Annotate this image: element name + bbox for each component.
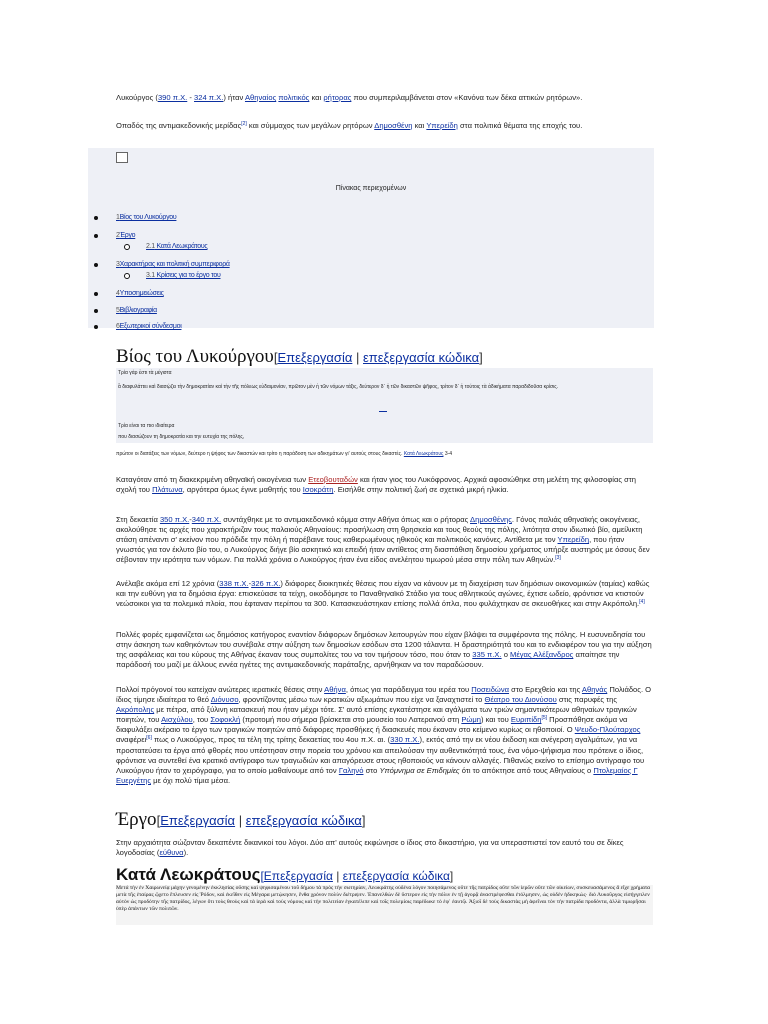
link-hyperides[interactable]: Υπερείδη <box>426 121 458 130</box>
toc-item-character[interactable]: 3Χαρακτήρας και πολιτική συμπεριφορά <box>116 261 230 268</box>
edit-code-link[interactable]: επεξεργασία κώδικα <box>245 813 362 828</box>
link-324bc[interactable]: 324 π.Χ. <box>194 93 224 102</box>
sub-bullet-icon <box>124 244 130 250</box>
link-hyperides-2[interactable]: Υπερείδη <box>557 535 590 545</box>
heading-bios: Βίος του Λυκούργου[Επεξεργασία | επεξεργασία κώδικα] <box>116 346 483 367</box>
link-390bc[interactable]: 390 π.Χ. <box>157 93 188 102</box>
link-orator[interactable]: ρήτορας <box>323 93 352 102</box>
link-demosthenes[interactable]: Δημοσθένη <box>374 121 413 130</box>
link-pseudo-plutarch[interactable]: Ψευδο-Πλούταρχος <box>574 725 641 735</box>
heading-kata-leokratous: Κατά Λεωκράτους[Επεξεργασία | επεξεργασία κώδικα] <box>116 865 454 884</box>
quote-line-2: ἃ διαφυλάττει καὶ διασῴζει τὴν δημοκρατίαν καὶ τὴν τῆς πόλεως εὐδαιμονίαν, πρῶτον μὲν ἡ τῶν νόμων τάξις, δεύτερον δ᾽ ἡ τῶν δικαστῶν ψῆφος, τρίτον δ᾽ ἡ τούτοις τὰ ἀδικήματα παραδιδοῦσα κρίσις. <box>118 384 559 390</box>
link-kata-leokratous-source[interactable]: Κατά Λεωκράτους <box>403 451 444 457</box>
link-sophocles[interactable]: Σοφοκλή <box>210 715 241 725</box>
link-330bc[interactable]: 330 π.Χ. <box>390 735 420 745</box>
link-acropolis[interactable]: Ακρόπολης <box>116 705 155 715</box>
link-galen[interactable]: Γαληνό <box>338 765 364 775</box>
quote-divider <box>379 411 387 412</box>
quote-box <box>116 368 653 443</box>
link-athena[interactable]: Αθηνάς <box>581 685 608 694</box>
edit-code-link[interactable]: επεξεργασία κώδικα <box>342 869 450 883</box>
paragraph-religion-theatre: Πολλοί πρόγονοί του κατείχαν ανώτερες ιερατικές θέσεις στην Αθήνα, όπως για παράδειγμα του ιερέα του Ποσειδώνα στο Ερεχθείο και της Αθηνάς Πολιάδος. Ο ίδιος τίμησε ιδιαίτερα το θεό Διόνυσο, φροντίζοντας μέσω των κρατικών αξιωμάτων που είχε να ξαναχτιστεί το Θέατρο του Διονύσου στις παρυφές της Ακρόπολης με πέτρα, από ξύλινη κατασκευή που ήταν μέχρι τότε. Σ' αυτό επίσης εγκατέστησε και αγάλματα των τριών σημαντικότερων αθηναίων τραγικών ποιητών, του Αισχύλου, του Σοφοκλή (προτομή που σήμερα βρίσκεται στο μουσείο του Λατερανού στη Ρώμη) και του Ευριπίδη[5] Προσπάθησε ακόμα να διαφυλάξει ακέραιο το έργο των τραγικών ποιητών από διάφορες προσθήκες ή διασκευές που έκαναν στο κείμενο κυρίως οι ηθοποιοί. Ο Ψευδο-Πλούταρχος αναφέρει[6] πως ο Λυκούργος, προς τα τέλη της τρίτης δεκαετίας του 4ου π.Χ. αι. (330 π.Χ.), εκτός από την εκ νέου έκδοση και ανέγερση αγαλμάτων, για να προστατεύσει τα έργα από φθορές που υπέστησαν στην πορεία του χρόνου και απειλούσαν την αυθεντικότητά τους, ένα νόμο-ψήφισμα που πρότεινε ο ίδιος, φρόντισε να συντεθεί ένα κρατικό αντίγραφο των τραγωδιών και απαγόρευσε στους ηθοποιούς να κάνουν αλλαγές. Πιθανώς εκείνο το επίσημο αντίγραφο του Λυκούργου ήταν το χειρόγραφο, για το οποίο μαθαίνουμε από τον Γαληνό στο Υπόμνημα σε Επιδημίες ότι το απόκτησε από τους Αθηναίους ο Πτολεμαίος Γ Ευεργέτης με όχι πολύ τίμια μέσα. <box>116 685 652 785</box>
toc-item-notes[interactable]: 4Υποσημειώσεις <box>116 290 164 297</box>
bullet-icon <box>94 234 98 238</box>
toc-item-krisis[interactable]: 3.1 Κρίσεις για το έργο του <box>146 272 221 279</box>
link-dionysus[interactable]: Διόνυσο <box>210 695 239 705</box>
paragraph-prosecutor: Πολλές φορές εμφανίζεται ως δημόσιος κατήγορος εναντίον διάφορων δημόσιων λειτουργών που είχαν βλάψει τα συμφέροντα της πόλης. Η ευσυνειδησία του στην άσκηση των καθηκόντων του συνέβαλε στην αύξηση των δημοσίων εσόδων στα 1200 τάλαντα. Η δραστηριότητά του και το ενδιαφέρον του για την αύξηση της ασφάλειας και του κύρους της Αθήνας έκαναν τους συμπολίτες του να τον τιμήσουν τόσο, που όταν το 335 π.Χ. ο Μέγας Αλέξανδρος απαίτησε την παράδοσή του μαζί με άλλους εννέα ηγέτες της αντιμακεδονικής παράταξης, αρνήθηκαν να τον παραδώσουν. <box>116 630 652 670</box>
bullet-icon <box>94 216 98 220</box>
edit-link[interactable]: Επεξεργασία <box>160 813 236 828</box>
link-plato[interactable]: Πλάτωνα <box>152 485 183 495</box>
ref-5[interactable]: [5] <box>541 715 548 722</box>
link-poseidon[interactable]: Ποσειδώνα <box>471 685 510 694</box>
link-ptolemy[interactable]: Πτολεμαίος Γ Ευεργέτης <box>116 765 638 785</box>
toc-toggle-checkbox[interactable] <box>116 152 128 163</box>
intro-paragraph-2: Οπαδός της αντιμακεδονικής μερίδας[2] και σύμμαχος των μεγάλων ρητόρων Δημοσθένη και Υπερείδη στα πολιτικά θέματα της εποχής του. <box>116 121 583 130</box>
quote-line-4: που διασώζουν τη δημοκρατία και την ευτυχία της πόλης, <box>118 434 245 440</box>
bullet-icon <box>94 325 98 329</box>
table-of-contents <box>88 148 654 328</box>
toc-title: Πίνακας περιεχομένων <box>335 185 407 192</box>
link-politician[interactable]: πολιτικός <box>278 93 310 102</box>
paragraph-works: Στην αρχαιότητα σώζονταν δεκαπέντε δικανικοί του λόγοι. Δύο απ' αυτούς εκφώνησε ο ίδιος στο δικαστήριο, για να υπερασπιστεί τον εαυτό του σε δίκες λογοδοσίας (εύθυνα). <box>116 838 624 858</box>
link-326bc[interactable]: 326 π.Χ. <box>251 579 281 588</box>
link-athenian[interactable]: Αθηναίος <box>244 93 277 102</box>
ref-4[interactable]: [4] <box>639 599 645 606</box>
bullet-icon <box>94 292 98 296</box>
link-demosthenes-2[interactable]: Δημοσθένης <box>470 515 512 524</box>
toc-item-kata-leokratous[interactable]: 2.1 Κατά Λεωκράτους <box>146 243 208 250</box>
paragraph-origin: Καταγόταν από τη διακεκριμένη αθηναϊκή οικογένεια των Ετεοβουταδών και ήταν γιος του Λυκόφρονος. Αρχικά αφοσιώθηκε στη μελέτη της φιλοσοφίας στη σχολή του Πλάτωνα, αργότερα όμως έγινε μαθητής του Ισοκράτη. Εισήλθε στην πολιτική ζωή σε σχετικά μικρή ηλικία. <box>116 475 637 495</box>
link-euripides[interactable]: Ευριπίδη <box>510 715 542 725</box>
link-338bc[interactable]: 338 π.Χ. <box>219 579 249 588</box>
toc-item-bibliography[interactable]: 5Βιβλιογραφία <box>116 307 157 314</box>
toc-item-ergo[interactable]: 2Έργο <box>116 232 136 239</box>
link-athens[interactable]: Αθήνα <box>324 685 346 694</box>
bullet-icon <box>94 309 98 313</box>
link-rome[interactable]: Ρώμη <box>461 715 481 725</box>
edit-link[interactable]: Επεξεργασία <box>277 350 353 365</box>
link-eteoboutadai[interactable]: Ετεοβουταδών <box>308 475 358 484</box>
intro-paragraph-1: Λυκούργος (390 π.Χ. - 324 π.Χ.) ήταν Αθηναίος πολιτικός και ρήτορας που συμπεριλαμβάνεται στον «Κανόνα των δέκα αττικών ρητόρων». <box>116 93 583 102</box>
quote-line-3: Τρία είναι τα πιο ιδιαίτερα <box>118 423 175 429</box>
link-aeschylus[interactable]: Αισχύλου <box>161 715 193 725</box>
toc-item-external-links[interactable]: 6Εξωτερικοί σύνδεσμοι <box>116 323 182 330</box>
link-euthyna[interactable]: εύθυνα <box>159 848 184 858</box>
link-theatre-dionysus[interactable]: Θέατρο του Διονύσου <box>484 695 557 705</box>
quote-translation-line: πρώτον οι διατάξεις των νόμων, δεύτερο η ψήφος των δικαστών και τρίτο η παράδοση των αδικημάτων γι' αυτούς στους δικαστές. Κατά Λεωκράτους 3-4 <box>116 451 453 457</box>
edit-link[interactable]: Επεξεργασία <box>263 869 333 883</box>
sub-bullet-icon <box>124 273 130 279</box>
paragraph-administration: Ανέλαβε ακόμα επί 12 χρόνια (338 π.Χ.-326 π.Χ.) διάφορες διοικητικές θέσεις που είχαν να κάνουν με τη διαχείριση των δημόσιων οικονομικών (ταμίας) καθώς και την ευθύνη για τα δημόσια έργα: επισκεύασε τα τείχη, οικοδόμησε το Παναθηναϊκό Στάδιο για τους αθλητικούς αγώνες, έχτισε ωδείο, φρόντισε να κτιστούν νεώσοικοι για τα πολεμικά πλοία, που έφταναν περίπου τα 300. Κατασκευάστηκαν επίσης πολλά όπλα, που φυλάχτηκαν σε σκευοθήκες και στην Ακρόπολη.[4] <box>116 579 650 609</box>
link-isocrates[interactable]: Ισοκράτη <box>302 485 334 495</box>
link-335bc[interactable]: 335 π.Χ. <box>472 650 502 660</box>
toc-item-bios[interactable]: 1Βίος του Λυκούργου <box>116 214 177 221</box>
paragraph-politics: Στη δεκαετία 350 π.Χ.-340 π.Χ. συντάχθηκε με το αντιμακεδονικό κόμμα στην Αθήνα όπως και ο ρήτορας Δημοσθένης. Γόνος παλιάς αθηναϊκής οικογένειας, ακολούθησε τις αρχές που χαρακτήριζαν τους παλαιούς Αθηναίους: προσήλωση στη θρησκεία και τους θεούς της πόλης, λιτότητα στον ιδιωτικό βίο, αμείλικτη στάση απέναντι σ' εκείνον που πρόδιδε την πόλη ή παρέβαινε τους καθιερωμένους ηθικούς και πολιτικούς κανόνες. Αντίθετα με τον Υπερείδη, που ήταν γνωστός για τον έκλυτο βίο του, ο Λυκούργος διήγε βίο ασκητικό και επειδή ήταν αντίθετος στη διασπάθιση δημοσίου χρήματος υπήρξε αυστηρός με όσους δεν σέβονταν την ιερότητα των νόμων. Για πολλά χρόνια ο Λυκούργος ήταν ένα είδος ανελέητου τιμωρού μέσα στην πόλη των Αθηνών.[3] <box>116 515 650 565</box>
ancient-greek-text: Μετά τὴν ἐν Χαιρωνείᾳ μάχην γενομένην ἐκκλησίας οὔσης καὶ ψηφισαμένου τοῦ δήμου τὰ πρὸς τὴν σωτηρίαν, Λεωκράτης οὐδένα λόγον ποιησάμενος οὔτε τῆς πατρίδος οὔτε τῶν ἱερῶν οὔτε τῶν οἰκείων, συσκευασάμενος ἃ εἶχε χρήματα μετὰ τῆς ἑταίρας ᾤχετο ἔπλευσεν εἰς Ῥόδον, καὶ ἐκεῖθεν εἰς Μέγαρα μετῴκησεν, ἔνθα χρόνον πολὺν διέτριψεν. Ἐπανελθὼν δὲ ὕστερον εἰς τὴν πόλιν ἐν τῇ ἀγορᾷ ἀναστρέφεσθαι ἐτόλμησεν, ὡς οὐδὲν ἠδικηκώς· διὸ Λυκοῦργος εἰσήγγειλεν αὐτὸν ὡς προδότην τῆς πατρίδος, λέγων ὅτι τοὺς θεοὺς καὶ τὰ ἱερὰ καὶ τοὺς νόμους καὶ τὴν πολιτείαν ἐγκατέλιπε καὶ τοῖς πολεμίοις παρέδωκε τὸ ἐφ᾽ ἑαυτῷ. Ἀξιοῖ δὲ τοὺς δικαστὰς μὴ ἀφεῖναι τὸν τὴν πατρίδα προδόντα, ἀλλὰ τιμωρῆσαι ὑπὲρ ἁπάντων τῶν πολιτῶν. <box>116 885 653 925</box>
ref-3[interactable]: [3] <box>555 555 561 562</box>
quote-line-1: Τρία γάρ ἐστι τὰ μέγιστα <box>118 370 172 376</box>
link-340bc[interactable]: 340 π.Χ. <box>191 515 222 524</box>
edit-code-link[interactable]: επεξεργασία κώδικα <box>363 350 480 365</box>
link-alexander[interactable]: Μέγας Αλέξανδρος <box>510 650 574 660</box>
link-350bc[interactable]: 350 π.Χ. <box>159 515 190 524</box>
heading-ergo: Έργο[Επεξεργασία | επεξεργασία κώδικα] <box>116 809 366 830</box>
ref-2[interactable]: [2] <box>241 121 247 127</box>
bullet-icon <box>94 263 98 267</box>
ref-6[interactable]: [6] <box>146 735 152 742</box>
